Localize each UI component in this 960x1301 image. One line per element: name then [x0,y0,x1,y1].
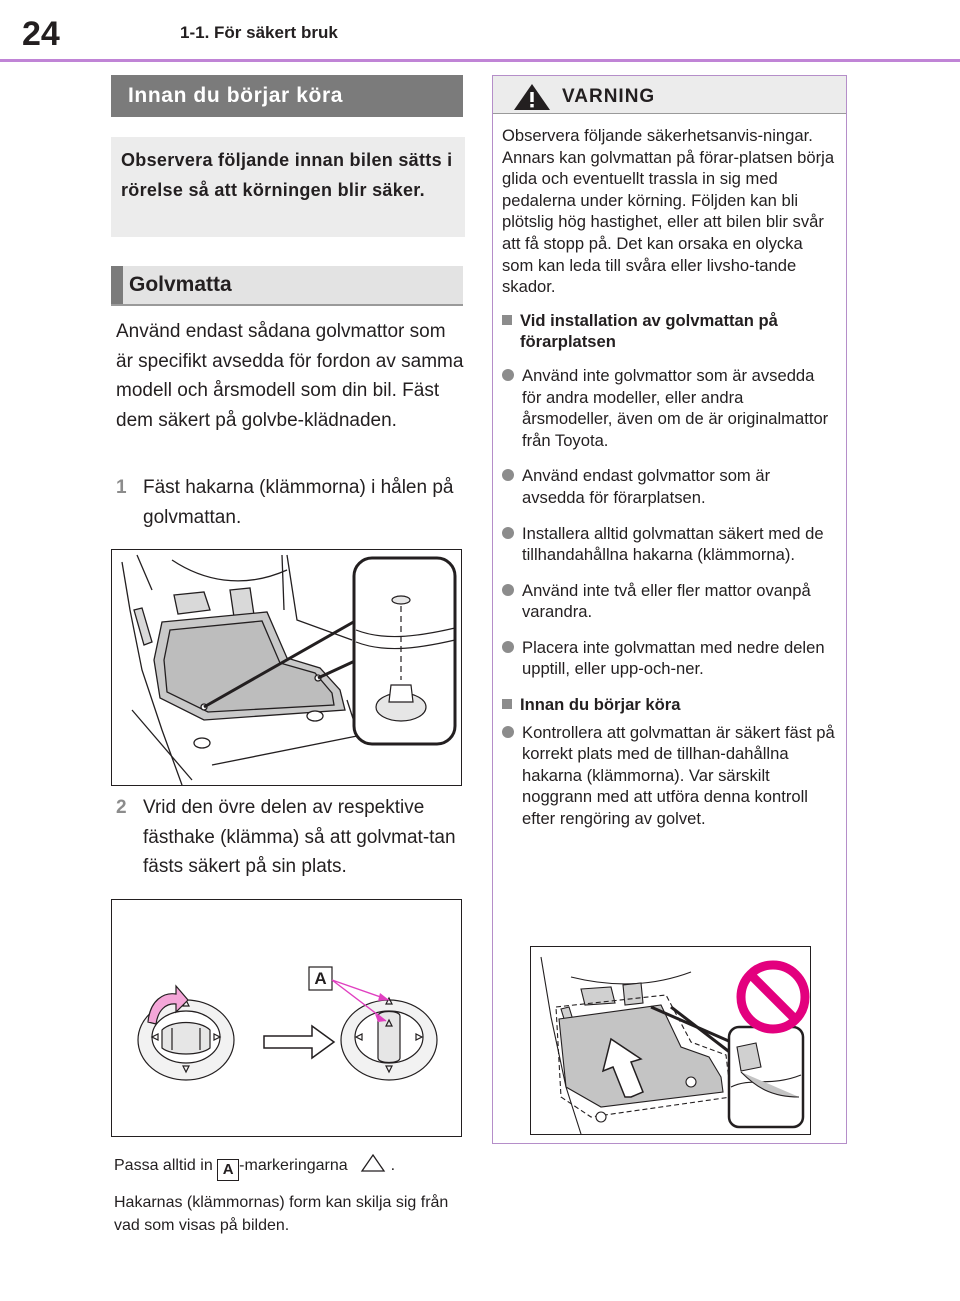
note-suffix: -markeringarna [239,1157,348,1174]
section-title: 1-1. För säkert bruk [180,23,338,42]
warning-item-text: Använd inte golvmattor som är avsedda för andra modeller, eller andra årsmodeller, även om de är originalmattor från Toyota. [522,365,829,450]
warning-title: VARNING [562,86,656,107]
floor-mat-figure [111,549,462,786]
sub-heading-rule [111,304,463,306]
warning-item [502,580,837,623]
step-text: Vrid den övre delen av respektive fästhake (klämma) så att golvmat-tan fästs säkert på sin plats. [143,797,456,877]
incorrect-mat-figure [530,946,811,1135]
round-bullet-icon [502,469,514,481]
round-bullet-icon [502,584,514,596]
warning-item-text: Installera alltid golvmattan säkert med de tillhandahållna hakarna (klämmorna). [522,523,824,565]
step-number: 1 [116,477,127,498]
clip-rotation-figure [111,899,462,1137]
section1-heading: Vid installation av golvmattan på förarplatsen [520,310,778,352]
sub-heading-golvmatta: Golvmatta [111,266,463,306]
warning-item [502,722,837,830]
clip-rotation-illustration [112,900,461,1136]
round-bullet-icon [502,726,514,738]
section-banner: Innan du börjar köra [111,75,463,117]
warning-intro: Observera följande säkerhetsanvis-ningar. Annars kan golvmattan på förar-platsen börja glida och eventuellt trassla in sig med pedalerna under körning. Följden kan bli plötslig hög hastighet, eller att bilen blir svår att få stopp på. Det kan orsaka en olycka som kan leda till svåra eller livsho-tande skador. [502,126,835,297]
step-2 [116,793,466,882]
square-bullet-icon [502,699,512,709]
warning-item [502,523,837,566]
warning-item-text: Kontrollera att golvmattan är säkert fäst på korrekt plats med de tillhan-dahållna hakarna (klämmorna). Var särskilt noggrann med att utföra denna kontroll efter rengöring av golvet. [522,722,835,829]
warning-item-text: Använd inte två eller fler mattor ovanpå varandra. [522,580,811,622]
round-bullet-icon [502,641,514,653]
warning-item [502,365,837,451]
warning-section-heading [502,694,837,716]
intro-box: Observera följande innan bilen sätts i rörelse så att körningen blir säker. [111,137,465,237]
step-1 [116,473,466,532]
round-bullet-icon [502,369,514,381]
square-bullet-icon [502,315,512,325]
step-number: 2 [116,797,127,818]
note-clip-shape: Hakarnas (klämmornas) form kan skilja sig från vad som visas på bilden. [114,1194,449,1234]
step-text: Fäst hakarna (klämmorna) i hålen på golvmattan. [143,477,454,528]
section2-heading: Innan du börjar köra [520,695,681,715]
warning-content [502,125,837,830]
warning-section-heading [502,310,837,353]
warning-item [502,637,837,680]
warning-item-text: Placera inte golvmattan med nedre delen upptill, eller upp-och-ner. [522,637,825,679]
round-bullet-icon [502,527,514,539]
figure-label-a: A [314,969,327,988]
floor-mat-illustration [112,550,461,785]
page-number: 24 [22,15,60,53]
triangle-marker-icon [360,1153,386,1173]
golvmatta-paragraph: Använd endast sådana golvmattor som är specifikt avsedda för fordon av samma modell och årsmodell som din bil. Fäst dem säkert på golvbe-klädnaden. [116,321,464,431]
note-prefix: Passa alltid in [114,1157,213,1174]
warning-item-text: Använd endast golvmattor som är avsedda för förarplatsen. [522,466,771,507]
note-align-markers [114,1153,474,1181]
warning-icon [512,82,552,112]
warning-item [502,465,837,508]
header-rule [0,59,960,62]
incorrect-mat-illustration [531,947,810,1134]
note-end: . [390,1157,396,1174]
marker-a-box: A [217,1159,239,1181]
